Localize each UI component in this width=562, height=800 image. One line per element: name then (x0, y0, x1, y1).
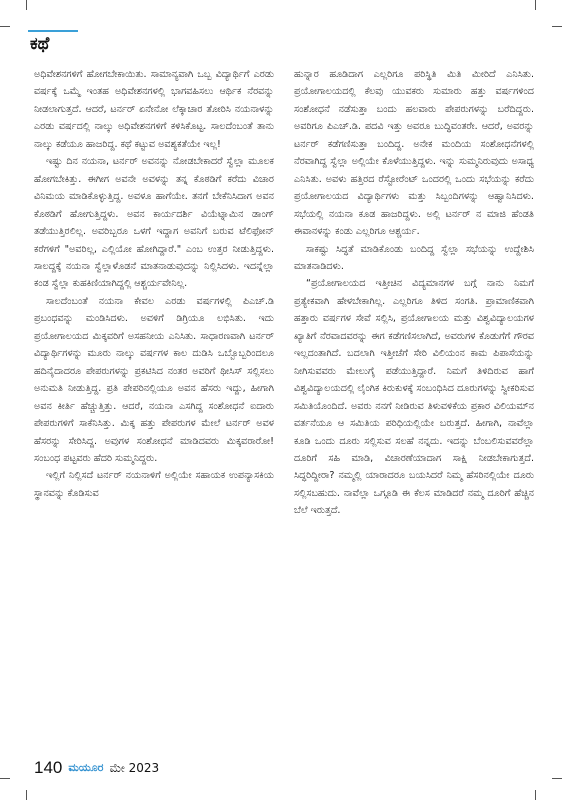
paragraph: ಅಧಿವೇಶನಗಳಿಗೆ ಹೋಗಬೇಕಾಯಿತು. ಸಾಮಾನ್ಯವಾಗಿ ಒಬ್ಬ ವಿದ್ಯಾರ್ಥಿಗೆ ಎರಡು ವರ್ಷಕ್ಕೆ ಒಮ್ಮೆ ಇಂತಹ ಅಧಿವೇಶನಗಳಲ್ಲಿ ಭಾಗವಹಿಸಲು ಆರ್ಥಿಕ ನೆರವನ್ನು ನೀಡಲಾಗುತ್ತದೆ. ಆದರೆ, ಟರ್ನರ್ ಏನೇನೋ ಲೆಕ್ಕಾಚಾರ ತೋರಿಸಿ ನಯನಾಳನ್ನು ಎರಡು ವರ್ಷದಲ್ಲಿ ನಾಲ್ಕು ಅಧಿವೇಶನಗಳಿಗೆ ಕಳಿಸಿಕೊಟ್ಟ. ಸಾಲದೆಂಬಂತೆ ತಾನು ನಾಲ್ಕು ಕಡೆಯೂ ಹಾಜರಿದ್ದ. ಕಥೆ ಕಟ್ಟುವ ಅವಶ್ಯಕತೆಯೇ ಇಲ್ಲ! (34, 69, 274, 150)
left-column (34, 66, 274, 752)
magazine-logo: ಮಯೂರ (68, 761, 104, 774)
crop-mark (0, 26, 10, 27)
crop-mark (26, 0, 27, 10)
paragraph: ಸಾಕಷ್ಟು ಸಿದ್ಧತೆ ಮಾಡಿಕೊಂಡು ಬಂದಿದ್ದ ಸ್ವೆಲ್ಲಾ ಸಭೆಯನ್ನು ಉದ್ದೇಶಿಸಿ ಮಾತನಾಡಿದಳು. (294, 243, 534, 272)
crop-mark (0, 778, 10, 779)
crop-mark (535, 0, 536, 10)
issue-date: ಮೇ 2023 (109, 760, 160, 775)
right-column (294, 66, 534, 752)
paragraph: “ಪ್ರಯೋಗಾಲಯದ ಇತ್ತೀಚಿನ ವಿದ್ಯಮಾನಗಳ ಬಗ್ಗೆ ನಾನು ನಿಮಗೆ ಪ್ರತ್ಯೇಕವಾಗಿ ಹೇಳಬೇಕಾಗಿಲ್ಲ. ಎಲ್ಲರಿಗೂ ತಿಳಿದ ಸಂಗತಿ. ಪ್ರಾಮಾಣಿಕವಾಗಿ ಹತ್ತಾರು ವರ್ಷಗಳ ಸೇವೆ ಸಲ್ಲಿಸಿ, ಪ್ರಯೋಗಾಲಯ ಮತ್ತು ವಿಶ್ವವಿದ್ಯಾಲಯಗಳ ಖ್ಯಾತಿಗೆ ನೆರವಾದವರನ್ನು ಈಗ ಕಡೆಗಣಿಸಲಾಗಿದೆ, ಅವರುಗಳ ಕೊಡುಗೆಗೆ ಗೌರವ ಇಲ್ಲದಂತಾಗಿದೆ. ಬದಲಾಗಿ ಇತ್ತೀಚೆಗೆ ಸೇರಿ ವಿಲಿಯಂನ ಕಾಮ ಪಿಪಾಸೆಯನ್ನು ನೀಗಿಸುವವರು ಮೇಲುಗೈ ಪಡೆಯುತ್ತಿದ್ದಾರೆ. ನಿಮಗೆ ತಿಳಿದಿರುವ ಹಾಗೆ ವಿಶ್ವವಿದ್ಯಾಲಯದಲ್ಲಿ ಲೈಂಗಿಕ ಕಿರುಕುಳಕ್ಕೆ ಸಂಬಂಧಿಸಿದ ದೂರುಗಳನ್ನು ಸ್ವೀಕರಿಸುವ ಸಮಿತಿಯೊಂದಿದೆ. ಅವರು ನನಗೆ ನೀಡಿರುವ ತಿಳುವಳಿಕೆಯ ಪ್ರಕಾರ ವಿಲಿಯಮ್‌ನ ವರ್ತನೆಯೂ ಆ ಸಮಿತಿಯ ಪರಿಧಿಯಲ್ಲಿಯೇ ಬರುತ್ತದೆ. ಹೀಗಾಗಿ, ನಾವೆಲ್ಲಾ ಕೂಡಿ ಒಂದು ದೂರು ಸಲ್ಲಿಸುವ ಸಲಹೆ ನನ್ನದು. ಇದನ್ನು ಬೆಂಬಲಿಸುವವರೆಲ್ಲಾ ದೂರಿಗೆ ಸಹಿ ಮಾಡಿ, ವಿಚಾರಣೆಯಾದಾಗ ಸಾಕ್ಷಿ ನೀಡಬೇಕಾಗುತ್ತದೆ. ಸಿದ್ಧರಿದ್ದೀರಾ? ನಮ್ಮಲ್ಲಿ ಯಾರಾದರೂ ಬಯಸಿದರೆ ನಿಮ್ಮ ಹೆಸರಿನಲ್ಲಿಯೇ ದೂರು ಸಲ್ಲಿಸಬಹುದು. ನಾವೆಲ್ಲಾ ಒಗ್ಗೂಡಿ ಈ ಕೆಲಸ ಮಾಡಿದರೆ ನಮ್ಮ ದೂರಿಗೆ ಹೆಚ್ಚಿನ ಬೆಲೆ ಇರುತ್ತದೆ. (294, 278, 534, 517)
paragraph: ಇಷ್ಟು ದಿನ ನಯನಾ, ಟರ್ನರ್ ಅವನನ್ನು ನೋಡಬೇಕಾದರೆ ಸ್ವೆಲ್ಲಾ ಮೂಲಕ ಹೋಗಬೇಕಿತ್ತು. ಈಗೀಗ ಅವನೇ ಅವಳನ್ನು ತನ್ನ ಕೊಠಡಿಗೆ ಕರೆದು ವಿಚಾರ ವಿನಿಮಯ ಮಾಡಿಕೊಳ್ಳುತ್ತಿದ್ದ. ಅವಳೂ ಹಾಗೆಯೇ. ತನಗೆ ಬೇಕೆನಿಸಿದಾಗ ಅವನ ಕೊಠಡಿಗೆ ಹೋಗುತ್ತಿದ್ದಳು. ಅವನ ಕಾರ್ಯದರ್ಶಿ ವಿಯೆಟ್ನಾಮಿನ ಡಾಂಗ್ ತಡೆಯುತ್ತಿರಲಿಲ್ಲ. ಅವರಿಬ್ಬರೂ ಒಳಗೆ ಇದ್ದಾಗ ಅವನಿಗೆ ಬರುವ ಟೆಲಿಫೋನ್ ಕರೆಗಳಿಗೆ "ಅವರಿಲ್ಲ, ಎಲ್ಲಿಯೋ ಹೋಗಿದ್ದಾರೆ." ಎಂಬ ಉತ್ತರ ನೀಡುತ್ತಿದ್ದಳು. ಸಾಲದ್ದಕ್ಕೆ ನಯನಾ ಸ್ವೆಲ್ಲಾಳೊಡನೆ ಮಾತನಾಡುವುದನ್ನು ನಿಲ್ಲಿಸಿದಳು. ಇದನ್ನೆಲ್ಲಾ ಕಂಡ ಸ್ವೆಲ್ಲಾ ಕುಹಕಿಣಿಯಾಗಿದ್ದಲ್ಲಿ ಆಶ್ಚರ್ಯವೇನಿಲ್ಲ. (34, 156, 274, 290)
page-number: 140 (34, 758, 63, 777)
section-title: ಕಥೆ (30, 34, 50, 54)
article-body (34, 66, 534, 752)
section-accent-line (28, 30, 78, 32)
paragraph: ಸಾಲದೆಂಬಂತೆ ನಯನಾ ಕೇವಲ ಎರಡು ವರ್ಷಗಳಲ್ಲಿ ಪಿಎಚ್.ಡಿ ಪ್ರಬಂಧವನ್ನು ಮಂಡಿಸಿದಳು. ಅವಳಿಗೆ ಡಿಗ್ರಿಯೂ ಲಭಿಸಿತು. ಇದು ಪ್ರಯೋಗಾಲಯದ ಮಿಕ್ಕವರಿಗೆ ಅಸಹನೀಯ ಎನಿಸಿತು. ಸಾಧಾರಣವಾಗಿ ಟರ್ನರ್ ವಿದ್ಯಾರ್ಥಿಗಳನ್ನು ಮೂರು ನಾಲ್ಕು ವರ್ಷಗಳ ಕಾಲ ದುಡಿಸಿ ಒಬ್ಬೊಬ್ಬರಿಂದಲೂ ಹದಿನೈದಾದರೂ ಪೇಪರುಗಳನ್ನು ಪ್ರಕಟಿಸಿದ ನಂತರ ಅವರಿಗೆ ಥೀಸಿಸ್ ಸಲ್ಲಿಸಲು ಅನುಮತಿ ನೀಡುತ್ತಿದ್ದ. ಪ್ರತಿ ಪೇಪರಿನಲ್ಲಿಯೂ ಅವನ ಹೆಸರು ಇದ್ದು, ಹೀಗಾಗಿ ಅವನ ಕೀರ್ತಿ ಹೆಚ್ಚುತ್ತಿತ್ತು. ಆದರೆ, ನಯನಾ ಎಸಗಿದ್ದ ಸಂಶೋಧನೆ ಐದಾರು ಪೇಪರುಗಳಿಗೆ ಸಾಕೆನಿಸಿತ್ತು. ಮಿಕ್ಕ ಹತ್ತು ಪೇಪರುಗಳ ಮೇಲೆ ಟರ್ನರ್ ಅವಳ ಹೆಸರನ್ನು ಸೇರಿಸಿದ್ದ. ಅವುಗಳ ಸಂಶೋಧನೆ ಮಾಡಿದವರು ಮಿಕ್ಕವರಾರೋ! ಸಂಬಂಧ ಪಟ್ಟವರು ಹೆದರಿ ಸುಮ್ಮನಿದ್ದರು. (34, 295, 274, 464)
page-footer (34, 758, 159, 778)
paragraph: ಇಲ್ಲಿಗೆ ನಿಲ್ಲಿಸದೆ ಟರ್ನರ್ ನಯನಾಳಿಗೆ ಅಲ್ಲಿಯೇ ಸಹಾಯಕ ಉಪನ್ಯಾಸಕಿಯ ಸ್ಥಾನವನ್ನು ಕೊಡಿಸುವ (34, 470, 274, 499)
crop-mark (26, 790, 27, 800)
crop-mark (552, 26, 562, 27)
crop-mark (535, 790, 536, 800)
crop-mark (552, 778, 562, 779)
paragraph: ಹುನ್ನಾರ ಹೂಡಿದಾಗ ಎಲ್ಲರಿಗೂ ಪರಿಸ್ಥಿತಿ ಮಿತಿ ಮೀರಿದೆ ಎನಿಸಿತು. ಪ್ರಯೋಗಾಲಯದಲ್ಲಿ ಕೆಲವು ಯುವಕರು ಸುಮಾರು ಹತ್ತು ವರ್ಷಗಳಿಂದ ಸಂಶೋಧನೆ ನಡೆಸುತ್ತಾ ಬಂದು ಹಲವಾರು ಪೇಪರುಗಳನ್ನು ಬರೆದಿದ್ದರು. ಅವರಿಗೂ ಪಿಎಚ್.ಡಿ. ಪದವಿ ಇತ್ತು ಅವರೂ ಬುದ್ಧಿವಂತರೇ. ಆದರೆ, ಅವರನ್ನು ಟರ್ನರ್ ಕಡೆಗಣಿಸುತ್ತಾ ಬಂದಿದ್ದ. ಅನೇಕ ಮಂದಿಯ ಸಂಶೋಧನೆಗಳಲ್ಲಿ ನೆರವಾಗಿದ್ದ ಸ್ವೆಲ್ಲಾ ಅಲ್ಲಿಯೇ ಕೊಳೆಯುತ್ತಿದ್ದಳು. ಇನ್ನು ಸುಮ್ಮನಿರುವುದು ಅಸಾಧ್ಯ ಎನಿಸಿತು. ಅವಳು ಹತ್ತಿರದ ರೆಸ್ಟೋರೆಂಟ್ ಒಂದರಲ್ಲಿ ಒಂದು ಸಭೆಯನ್ನು ಕರೆದು ಪ್ರಯೋಗಾಲಯದ ವಿದ್ಯಾರ್ಥಿಗಳು ಮತ್ತು ಸಿಬ್ಬಂದಿಗಳನ್ನು ಆಹ್ವಾನಿಸಿದಳು. ಸಭೆಯಲ್ಲಿ ನಯನಾ ಕೂಡ ಹಾಜರಿದ್ದಳು. ಅಲ್ಲಿ ಟರ್ನರ್ ನ ಮಾಜಿ ಹೆಂಡತಿ ಈವಾನಳನ್ನು ಕಂಡು ಎಲ್ಲರಿಗೂ ಆಶ್ಚರ್ಯ. (294, 69, 534, 238)
